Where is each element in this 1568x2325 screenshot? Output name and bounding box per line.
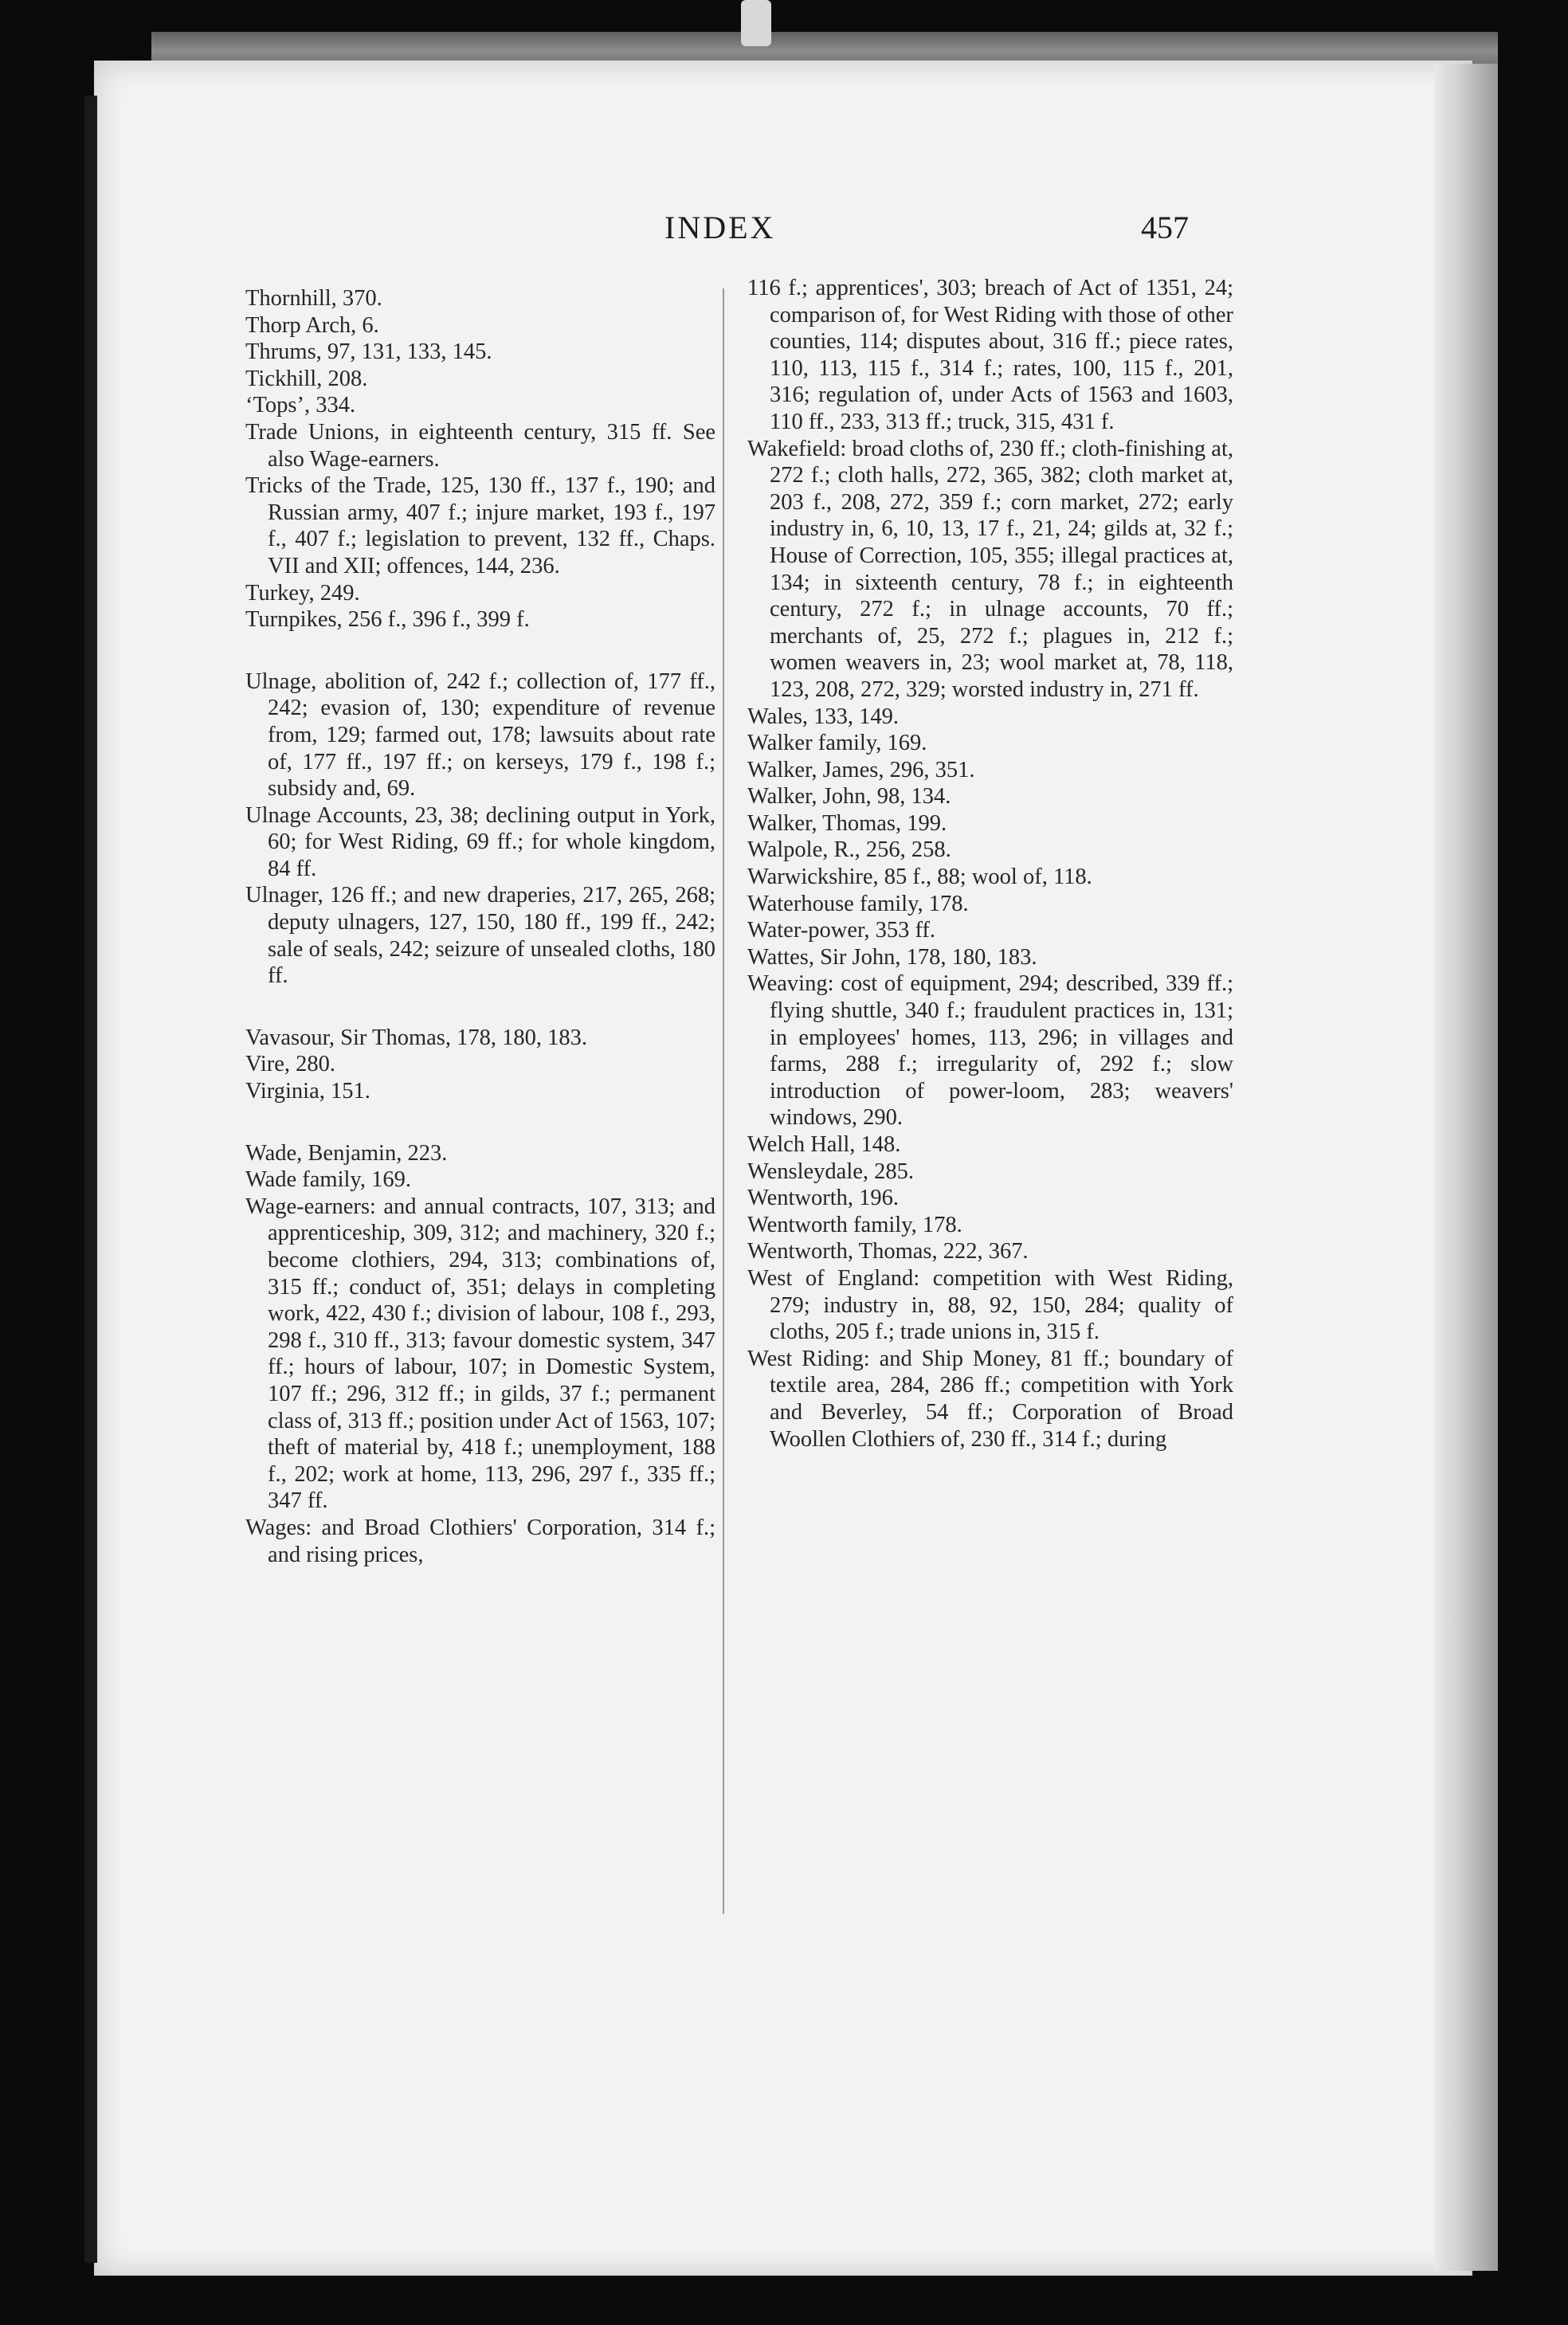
index-entry: ‘Tops’, 334. [245,393,356,418]
index-entry: Wentworth, Thomas, 222, 367. [747,1239,1029,1264]
index-entry: Waterhouse family, 178. [747,891,969,916]
index-entry: Wade, Benjamin, 223. [245,1140,448,1166]
index-entry: Tricks of the Trade, 125, 130 ff., 137 f., 190; and Russian army, 407 f.; injure market, 193 f., 197 f., 407 f.; legislation to prevent, 132 ff., Chaps. VII and XII; offences, 144, 236. [245,473,715,578]
index-entry: Thorp Arch, 6. [245,312,379,338]
index-entry: Wales, 133, 149. [747,704,900,729]
index-entry: Walker, John, 98, 134. [747,784,951,810]
binding-clip [741,0,771,46]
index-entry: West Riding: and Ship Money, 81 ff.; boundary of textile area, 284, 286 ff.; competition with York and Beverley, 54 ff.; Corporation of Broad Woollen Clothiers of, 230 ff., 314 f.; during [747,1346,1233,1452]
index-column-right [747,275,1233,1453]
index-entry: Welch Hall, 148. [747,1132,901,1157]
index-entry: Wade family, 169. [245,1167,411,1193]
index-entry: Ulnage Accounts, 23, 38; declining output in York, 60; for West Riding, 69 ff.; for whole kingdom, 84 ff. [245,802,715,881]
index-entry: Wensleydale, 285. [747,1159,915,1184]
index-entry: Ulnage, abolition of, 242 f.; collection of, 177 ff., 242; evasion of, 130; expenditure of revenue from, 129; farmed out, 178; lawsuits about rate of, 177 ff., 197 ff.; on kerseys, 179 f., 198 f.; subsidy and, 69. [245,668,715,802]
index-entry: Walker, Thomas, 199. [747,810,947,836]
index-entry: Wentworth, 196. [747,1186,900,1211]
index-entry: Virginia, 151. [245,1079,370,1104]
index-entry: Wages: and Broad Clothiers' Corporation, 314 f.; and rising prices, [245,1515,715,1567]
index-entry: Turnpikes, 256 f., 396 f., 399 f. [245,607,530,633]
section-gap [245,990,715,1025]
index-column-left [245,285,715,1568]
index-entry: 116 f.; apprentices', 303; breach of Act of 1351, 24; comparison of, for West Riding with those of other counties, 114; disputes about, 316 ff.; piece rates, 110, 113, 115 f., 314 f.; rates, 100, 115 f., 201, 316; regulation of, under Acts of 1563 and 1603, 110 ff., 233, 313 ff.; truck, 315, 431 f. [747,276,1233,434]
index-entry: Wage-earners: and annual contracts, 107, 313; and apprenticeship, 309, 312; and machinery, 320 f.; become clothiers, 294, 313; combinations of, 315 ff.; conduct of, 351; delays in completing work, 422, 430 f.; division of labour, 108 f., 293, 298 f., 310 ff., 313; favour domestic system, 347 ff.; hours of labour, 107; in Domestic System, 107 ff.; 296, 312 ff.; in gilds, 37 f.; permanent class of, 313 ff.; position under Act of 1563, 107; theft of material by, 418 f.; unemployment, 188 f., 202; work at home, 113, 296, 297 f., 335 ff.; 347 ff. [245,1194,715,1514]
index-entry: Thrums, 97, 131, 133, 145. [245,339,492,365]
running-head-title: INDEX [664,210,776,245]
index-entry: Warwickshire, 85 f., 88; wool of, 118. [747,865,1092,890]
index-entry: Tickhill, 208. [245,366,368,391]
index-entry: Walker, James, 296, 351. [747,757,975,782]
index-entry: Walpole, R., 256, 258. [747,837,951,863]
index-entry: Thornhill, 370. [245,286,382,311]
index-entry: Wentworth family, 178. [747,1212,962,1237]
index-entry: Turkey, 249. [245,580,360,606]
index-entry: Trade Unions, in eighteenth century, 315 ff. See also Wage-earners. [245,419,715,472]
index-entry: Vavasour, Sir Thomas, 178, 180, 183. [245,1025,587,1050]
column-rule [723,288,724,1914]
page-number: 457 [1141,210,1189,245]
book-spine [84,96,97,2263]
index-entry: Ulnager, 126 ff.; and new draperies, 217, 265, 268; deputy ulnagers, 127, 150, 180 ff., 199 ff., 242; sale of seals, 242; seizure of unsealed cloths, 180 ff. [245,883,715,989]
section-gap [245,1105,715,1140]
page-edge-shadow [1434,64,1498,2271]
index-entry: Walker family, 169. [747,731,927,756]
index-entry: Wakefield: broad cloths of, 230 ff.; cloth-finishing at, 272 f.; cloth halls, 272, 365, 382; cloth market at, 203 f., 208, 272, 359 f.; corn market, 272; early industry in, 6, 10, 13, 17 f., 21, 24; gilds at, 32 f.; House of Correction, 105, 355; illegal practices at, 134; in sixteenth century, 78 f.; in eighteenth century, 272 f.; in ulnage accounts, 70 ff.; merchants of, 25, 272 f.; plagues in, 212 f.; women weavers in, 23; wool market at, 78, 118, 123, 208, 272, 329; worsted industry in, 271 ff. [747,436,1233,702]
index-entry: Weaving: cost of equipment, 294; described, 339 ff.; flying shuttle, 340 f.; fraudulent practices in, 131; in employees' homes, 113, 296; in villages and farms, 288 f.; irregularity of, 292 f.; slow introduction of power-loom, 283; weavers' windows, 290. [747,971,1233,1131]
index-entry: Vire, 280. [245,1052,336,1077]
section-gap [245,633,715,668]
index-entry: Wattes, Sir John, 178, 180, 183. [747,944,1037,970]
index-entry: Water-power, 353 ff. [747,918,936,943]
index-entry: West of England: competition with West Riding, 279; industry in, 88, 92, 150, 284; quality of cloths, 205 f.; trade unions in, 315 f. [747,1265,1233,1345]
